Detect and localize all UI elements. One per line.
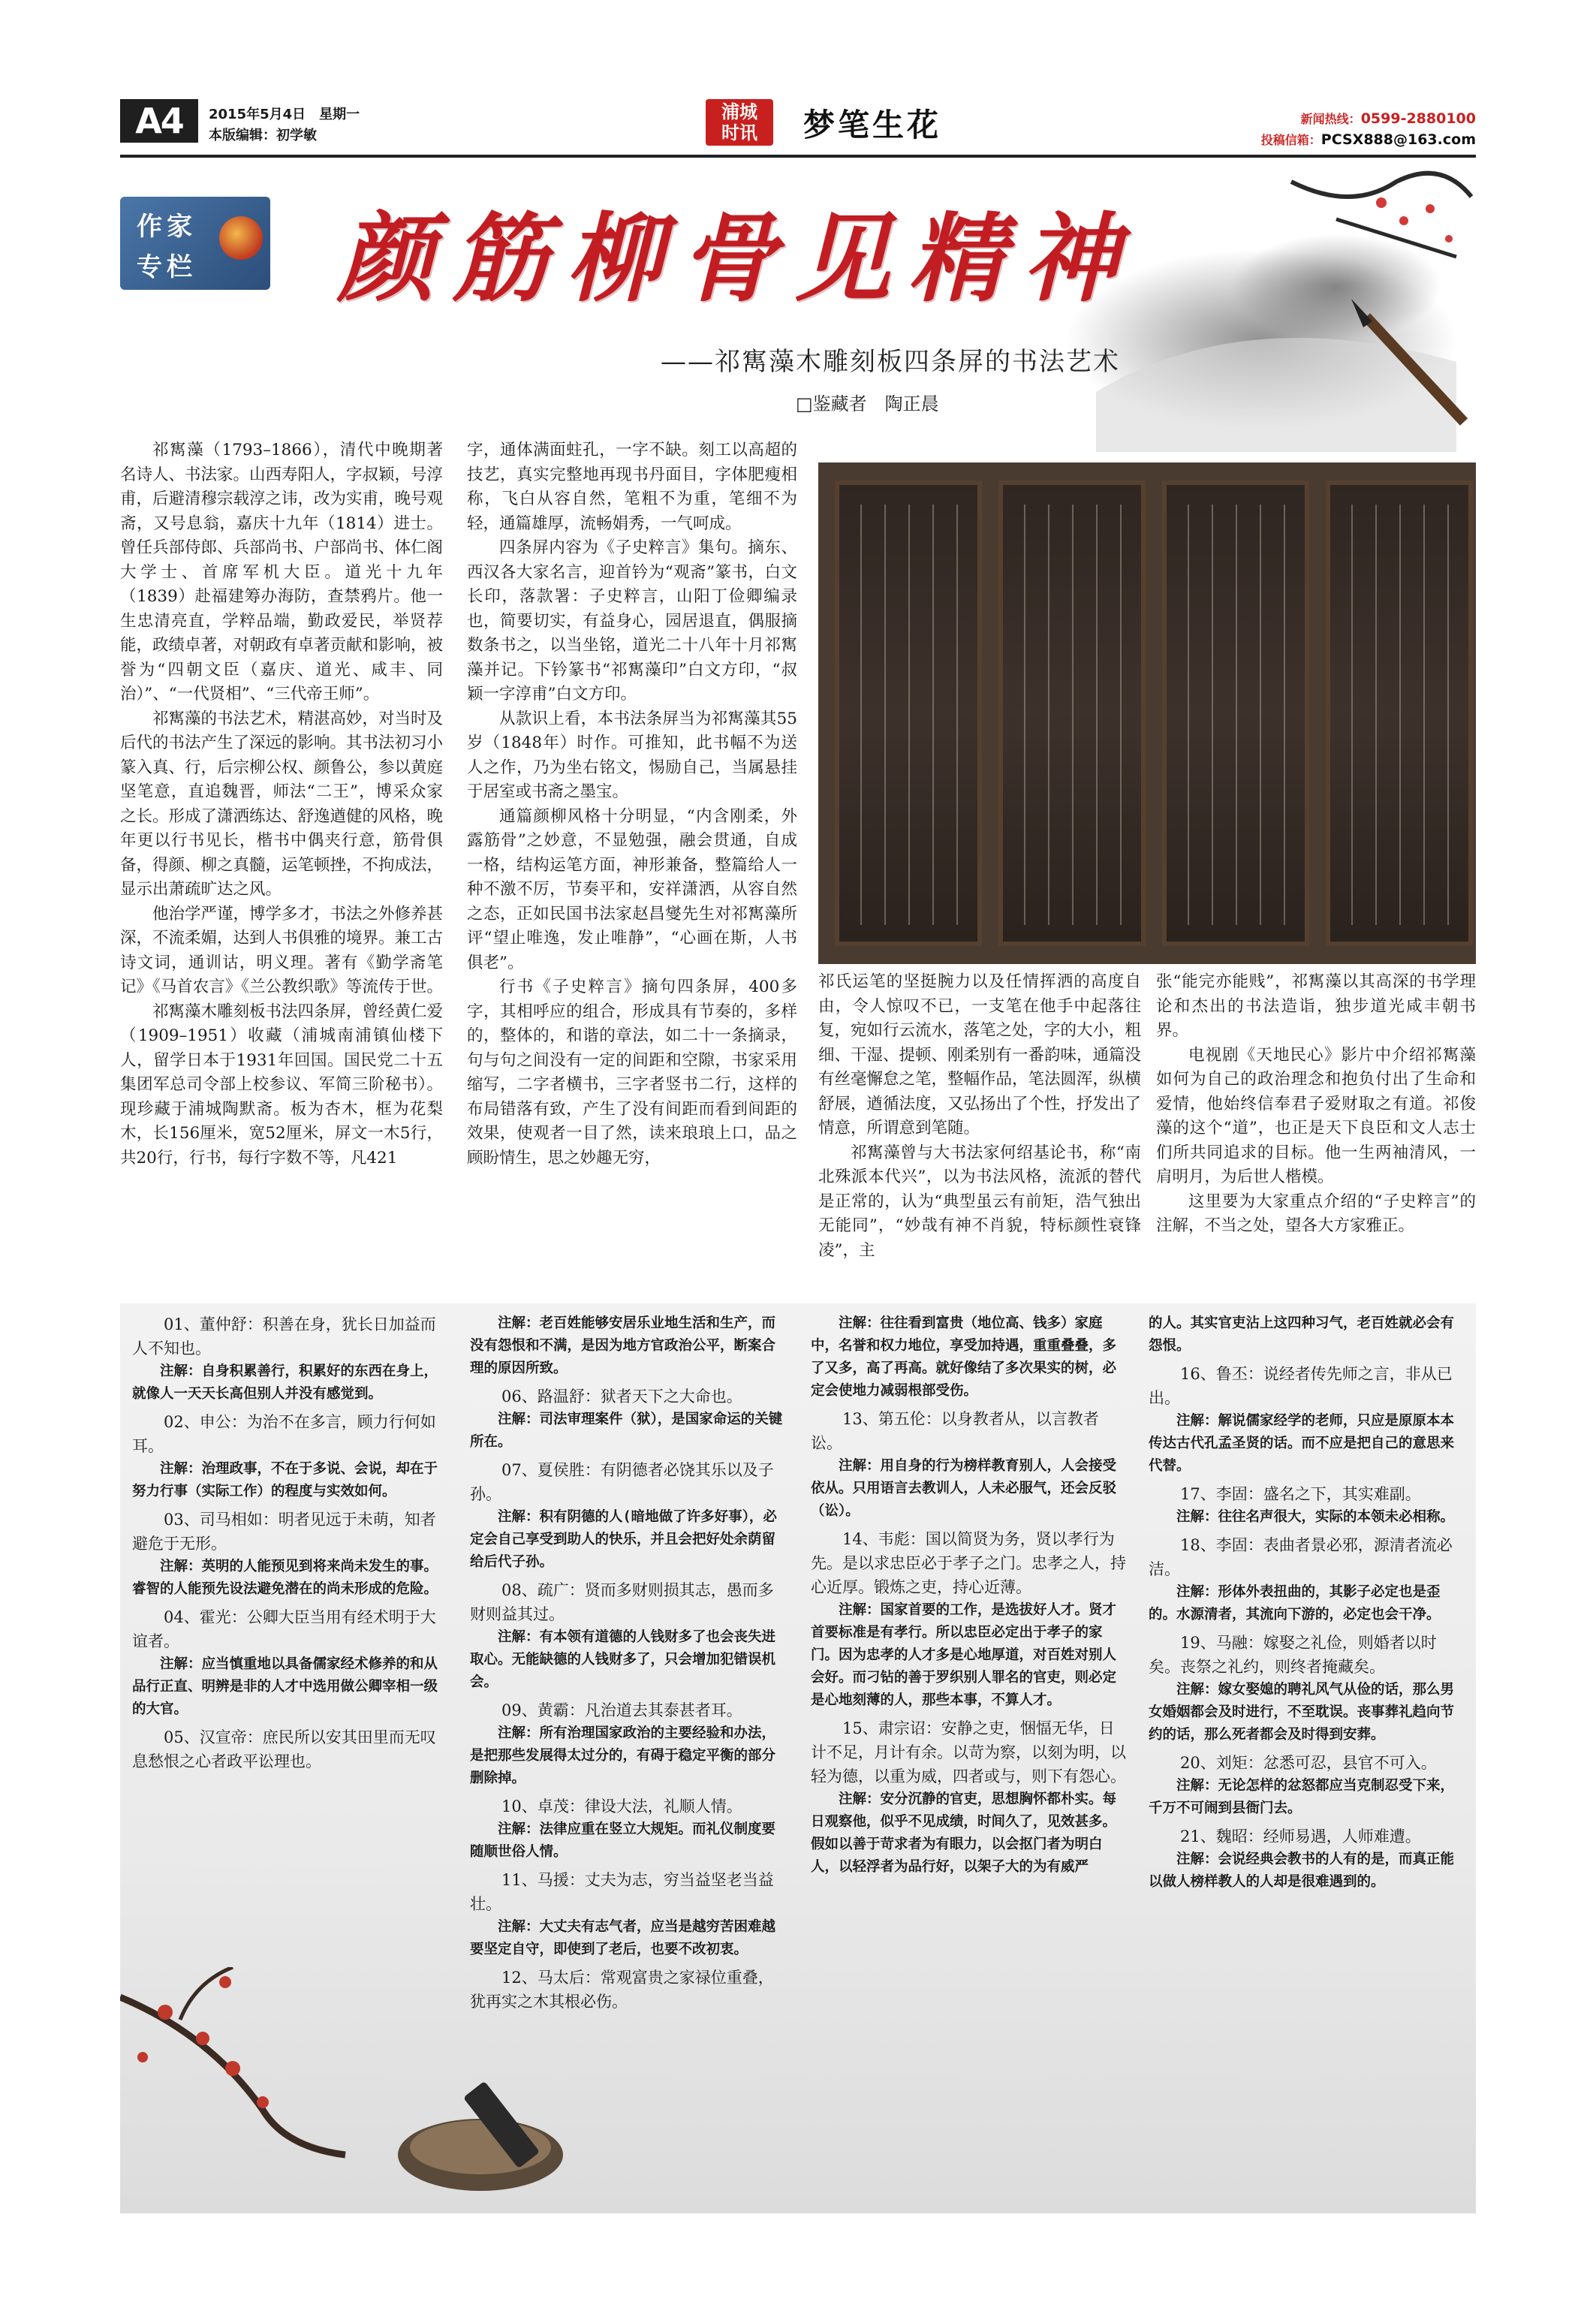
- quote: 16、鲁丕：说经者传先师之言，非从已出。: [1149, 1365, 1453, 1407]
- logo-line-1: 浦城: [721, 101, 757, 122]
- quote: 05、汉宣帝：庶民所以安其田里而无叹息愁恨之心者政平讼理也。: [132, 1728, 436, 1770]
- byline: □鉴藏者 陶正晨: [796, 393, 939, 414]
- annotation: 注解：往往名声很大，实际的本领未必相称。: [1176, 1509, 1455, 1525]
- annotation: 注解：应当慎重地以具备儒家经术修养的和从品行正直、明辨是非的人才中选用做公卿宰相一级的大官。: [132, 1656, 438, 1717]
- quote: 01、董仲舒：积善在身，犹长日加益而人不知也。: [132, 1315, 436, 1357]
- annotation: 注解：司法审理案件（狱），是国家命运的关键所在。: [470, 1412, 783, 1450]
- annotation: 注解：法律应重在竖立大规矩。而礼仪制度要随顺世俗人情。: [470, 1821, 776, 1860]
- paragraph: 行书《子史粹言》摘句四条屏，400多字，其相呼应的组合，形成具有节奏的，多样的，整体的，和谐的章法，如二十一条摘录，句与句之间没有一定的间距和空隙，书家采用缩写，二字者横书，三字者竖书二行，这样的布局错落有致，产生了没有间距而看到间距的效果，使观者一目了然，读来琅琅上口，品之顾盼情生，思之妙趣无穷，: [467, 978, 797, 1168]
- paragraph: 祁寯藻曾与大书法家何绍基论书，称“南北殊派本代兴”，以为书法风格，流派的替代是正常的，认为“典型虽云有前矩，浩气独出无能同”，“妙哉有神不肖貌，特标颜性衰锋凌”，主: [818, 1143, 1141, 1260]
- annotation: 注解：治理政事，不在于多说、会说，却在于努力行事（实际工作）的程度与实效如何。: [132, 1461, 438, 1499]
- badge-line-2: 专栏: [137, 252, 197, 282]
- paragraph: 祁寯藻（1793–1866），清代中晚期著名诗人、书法家。山西寿阳人，字叔颖，号淳甫，后避清穆宗载淳之讳，改为实甫，晚号观斋，又号息翁，嘉庆十九年（1814）进士。曾任兵部侍郎、兵部尚书、户部尚书、体仁阁大学士、首席军机大臣。道光十九年（1839）赴福建筹办海防，查禁鸦片。他一生忠清亮直，学粹品端，勤政爱民，举贤荐能，政绩卓著，对朝政有卓著贡献和影响，被誉为“四朝文臣（嘉庆、道光、咸丰、同治）”、“一代贤相”、“三代帝王师”。: [120, 441, 444, 704]
- annotations-column-4: [1149, 1312, 1467, 1898]
- paragraph: 祁寯藻的书法艺术，精湛高妙，对当时及后代的书法产生了深远的影响。其书法初习小篆入真、行，后宗柳公权、颜鲁公，参以黄庭坚笔意，直追魏晋，师法“二王”，博采众家之长。形成了潇洒练达、舒逸遒健的风格，晚年更以行书见长，楷书中偶夹行意，筋骨俱备，得颜、柳之真髓，运笔顿挫，不拘成法，显示出萧疏旷达之风。: [120, 709, 444, 899]
- annotation: 注解：解说儒家经学的老师，只应是原原本本传达古代孔孟圣贤的话。而不应是把自己的意思来代替。: [1149, 1413, 1455, 1474]
- quote: 02、申公：为治不在多言，顾力行何如耳。: [132, 1413, 436, 1455]
- screen-panel-1: [835, 481, 982, 946]
- annotations-column-3: [811, 1312, 1126, 1883]
- hotline-number: 0599-2880100: [1360, 110, 1476, 127]
- annotation: 注解：往往看到富贵（地位高、钱多）家庭中，名誉和权力地位，享受加持遇，重重叠叠，多了又多，高了再高。就好像结了多次果实的树，必定会使地力减弱根部受伤。: [811, 1315, 1117, 1399]
- annotations-column-1: [132, 1312, 447, 1773]
- screen-panel-4: [1326, 481, 1473, 946]
- quote: 18、李固：表曲者景必邪，源清者流必洁。: [1149, 1536, 1453, 1578]
- calligraphy-screens-photo: [818, 462, 1476, 964]
- article-column-1: [120, 438, 443, 1171]
- flower-icon: [219, 216, 263, 260]
- article-column-3: [818, 970, 1141, 1263]
- email-address: PCSX888@163.com: [1320, 131, 1476, 148]
- annotation: 注解：自身积累善行，积累好的东西在身上，就像人一天天长高但别人并没有感觉到。: [132, 1363, 438, 1402]
- section-title: 梦笔生花: [803, 107, 942, 143]
- badge-line-1: 作家: [137, 212, 197, 242]
- logo-line-2: 时讯: [721, 122, 757, 143]
- paragraph: 电视剧《天地民心》影片中介绍祁寯藻如何为自己的政治理念和抱负付出了生命和爱情，他始终信奉君子爱财取之有道。祁俊藻的这个“道”，也正是天下良臣和文人志士们所共同追求的目标。他一生两袖清风，一肩明月，为后世人楷模。: [1156, 1045, 1476, 1186]
- quote: 12、马太后：常观富贵之家禄位重叠，犹再实之木其根必伤。: [470, 1969, 774, 2011]
- annotation: 注解：会说经典会教书的人有的是，而真正能以做人榜样教人的人却是很难遇到的。: [1149, 1851, 1455, 1890]
- paragraph: 四条屏内容为《子史粹言》集句。摘东、西汉各大家名言，迎首钤为“观斋”篆书，白文长印，落款署：子史粹言，山阳丁俭卿编录也，简要切实，有益身心，园居退直，偶服摘数条书之，以当坐铭，道光二十八年十月祁寯藻并记。下钤篆书“祁寯藻印”白文方印，“叔颖一字淳甫”白文方印。: [467, 538, 797, 704]
- quote: 19、马融：嫁娶之礼俭，则婚者以时矣。丧祭之礼约，则终者掩藏矣。: [1149, 1634, 1437, 1676]
- annotation: 注解：形体外表扭曲的，其影子必定也是歪的。水源清者，其流向下游的，必定也会干净。: [1149, 1584, 1441, 1623]
- paragraph: 祁氏运笔的坚挺腕力以及任情挥洒的高度自由，令人惊叹不已，一支笔在他手中起落往复，宛如行云流水，落笔之处，字的大小，粗细、干湿、提顿、刚柔别有一番韵味，通篇没有丝毫懈怠之笔，整幅作品，笔法圆浑，纵横舒展，遒循法度，又弘扬出了个性，抒发出了情意，所谓意到笔随。: [818, 972, 1142, 1137]
- paragraph: 他治学严谨，博学多才，书法之外修养甚深，不流柔媚，达到人书俱雅的境界。兼工古诗文词，通训诂，明义理。著有《勤学斋笔记》《马首农言》《兰公教织歌》等流传于世。: [120, 904, 444, 996]
- paragraph: 这里要为大家重点介绍的“子史粹言”的注解，不当之处，望各大方家雅正。: [1156, 1192, 1476, 1235]
- annotation: 注解：老百姓能够安居乐业地生活和生产，而没有怨恨和不满，是因为地方官政治公平，断案合理的原因所致。: [470, 1315, 776, 1376]
- annotation: 注解：国家首要的工作，是选拔好人才。贤才首要标准是有孝行。所以忠臣必定出于孝子的家门。因为忠孝的人才多是心地厚道，对百姓对别人会好。而刁钻的善于罗织别人罪名的官吏，则必定是心地刻薄的人，那些本事，不算人才。: [811, 1602, 1117, 1708]
- hotline-label: 新闻热线：: [1300, 112, 1361, 126]
- quote: 06、路温舒：狱者天下之大命也。: [501, 1387, 742, 1406]
- newspaper-logo: [706, 99, 773, 146]
- headline: 颜筋柳骨见精神: [338, 203, 1137, 315]
- screen-panel-3: [1162, 481, 1309, 946]
- annotation: 注解：无论怎样的忿怒都应当克制忍受下来，千万不可闹到县衙门去。: [1149, 1778, 1455, 1816]
- email-label: 投稿信箱：: [1260, 133, 1321, 147]
- quote: 09、黄霸：凡治道去其泰甚者耳。: [501, 1701, 742, 1719]
- annotation: 注解：英明的人能预见到将来尚未发生的事。睿智的人能预先设法避免潜在的尚未形成的危险。: [132, 1559, 438, 1597]
- quote: 11、马援：丈夫为志，穷当益坚老当益壮。: [470, 1871, 774, 1913]
- article-column-4: [1156, 970, 1476, 1239]
- paragraph: 字，通体满面蛀孔，一字不缺。刻工以高超的技艺，真实完整地再现书丹面目，字体肥瘦相称，飞白从容自然，笔粗不为重，笔细不为轻，通篇雄厚，流畅娟秀，一气呵成。: [467, 441, 797, 533]
- annotation: 注解：用自身的行为榜样教育别人，人会接受依从。只用语言去教训人，人未必服气，还会反驳（讼）。: [811, 1458, 1117, 1519]
- paragraph: 通篇颜柳风格十分明显，“内含刚柔，外露筋骨”之妙意，不显勉强，融会贯通，自成一格，结构运笔方面，神形兼备，整篇给人一种不激不厉，节奏平和，安祥潇洒，从容自然之态，正如民国书法家赵昌燮先生对祁寯藻所评“望止唯逸，发止唯静”，“心画在斯，人书俱老”。: [467, 806, 797, 972]
- submission-email: [1261, 131, 1476, 148]
- page-number: A4: [120, 99, 198, 143]
- plum-blossom-ink-stone-decoration: [120, 1967, 586, 2207]
- news-hotline: [1301, 110, 1476, 127]
- page-header: [120, 99, 1476, 152]
- quote: 13、第五伦：以身教者从，以言教者讼。: [811, 1410, 1099, 1452]
- paragraph: 祁寯藻木雕刻板书法四条屏，曾经黄仁爱（1909–1951）收藏（浦城南浦镇仙楼下人，留学日本于1931年回国。国民党二十五集团军总司令部上校参议、军简三阶秘书）。现珍藏于浦城陶默斋。板为杏木，框为花梨木，长156厘米，宽52厘米，屏文一木5行，共20行，行书，每行字数不等，凡421: [120, 1002, 444, 1168]
- annotation: 注解：所有治理国家政治的主要经验和办法，是把那些发展得太过分的，有碍于稳定平衡的部分删除掉。: [470, 1725, 776, 1786]
- paragraph: 张“能完亦能贱”，祁寯藻以其高深的书学理论和杰出的书法造诣，独步道光咸丰朝书界。: [1156, 972, 1476, 1040]
- quote: 07、夏侯胜：有阴德者必饶其乐以及子孙。: [470, 1461, 774, 1503]
- quote: 03、司马相如：明者见远于未萌，知者避危于无形。: [132, 1511, 436, 1553]
- quote: 04、霍光：公卿大臣当用有经术明于大谊者。: [132, 1608, 436, 1650]
- screen-panel-2: [998, 481, 1146, 946]
- quote: 15、肃宗诏：安静之吏，悃愊无华，日计不足，月计有余。以苛为察，以刻为明，以轻为德，以重为威，四者或与，则下有怨心。: [811, 1719, 1126, 1785]
- annotation: 注解：大丈夫有志气者，应当是越穷苦困难越要坚定自守，即使到了老后，也要不改初衷。: [470, 1919, 776, 1957]
- annotation: 注解：安分沉静的官吏，思想胸怀都朴实。每日观察他，似乎不见成绩，时间久了，见效甚多。假如以善于苛求者为有眼力，以会抠门者为明白人，以轻浮者为品行好，以架子大的为有威严: [811, 1791, 1117, 1875]
- quote: 14、韦彪：国以简贤为务，贤以孝行为先。是以求忠臣必于孝子之门。忠孝之人，持心近厚。锻炼之吏，持心近薄。: [811, 1530, 1126, 1596]
- sub-headline: ——祁寯藻木雕刻板四条屏的书法艺术: [661, 347, 1120, 377]
- page-editor: 本版编辑：初学敏: [209, 128, 317, 143]
- author-column-badge: [120, 197, 270, 290]
- quote: 08、疏广：贤而多财则损其志，愚而多财则益其过。: [470, 1581, 774, 1623]
- quote: 20、刘矩：忿悉可忍，县官不可入。: [1180, 1754, 1437, 1772]
- header-rule: [120, 155, 1476, 158]
- annotation: 注解：积有阴德的人(暗地做了许多好事），必定会自己享受到助人的快乐，并且会把好处余荫留给后代子孙。: [470, 1509, 777, 1570]
- annotation: 注解：嫁女娶媳的聘礼风气从俭的话，那么男女婚姻都会及时进行，不至耽误。丧事葬礼趋向节约的话，那么死者都会及时得到安葬。: [1149, 1682, 1455, 1743]
- annotations-column-2: [470, 1312, 785, 2014]
- quote: 10、卓茂：律设大法，礼顺人情。: [501, 1797, 742, 1815]
- annotation: 注解：有本领有道德的人钱财多了也会丧失进取心。无能缺德的人钱财多了，只会增加犯错误机会。: [470, 1629, 776, 1690]
- paragraph: 从款识上看，本书法条屏当为祁寯藻其55岁（1848年）时作。可推知，此书幅不为送人之作，乃为坐右铭文，惕励自己，当属悬挂于居室或书斋之墨宝。: [467, 709, 797, 801]
- annotation: 的人。其实官吏沾上这四种习气，老百姓就必会有怨恨。: [1149, 1315, 1455, 1354]
- issue-date: 2015年5月4日 星期一: [209, 107, 360, 122]
- quote: 21、魏昭：经师易遇，人师难遭。: [1180, 1827, 1421, 1845]
- article-column-2: [467, 438, 797, 1171]
- article-banner: [120, 167, 1476, 452]
- quote: 17、李固：盛名之下，其实难副。: [1180, 1485, 1421, 1503]
